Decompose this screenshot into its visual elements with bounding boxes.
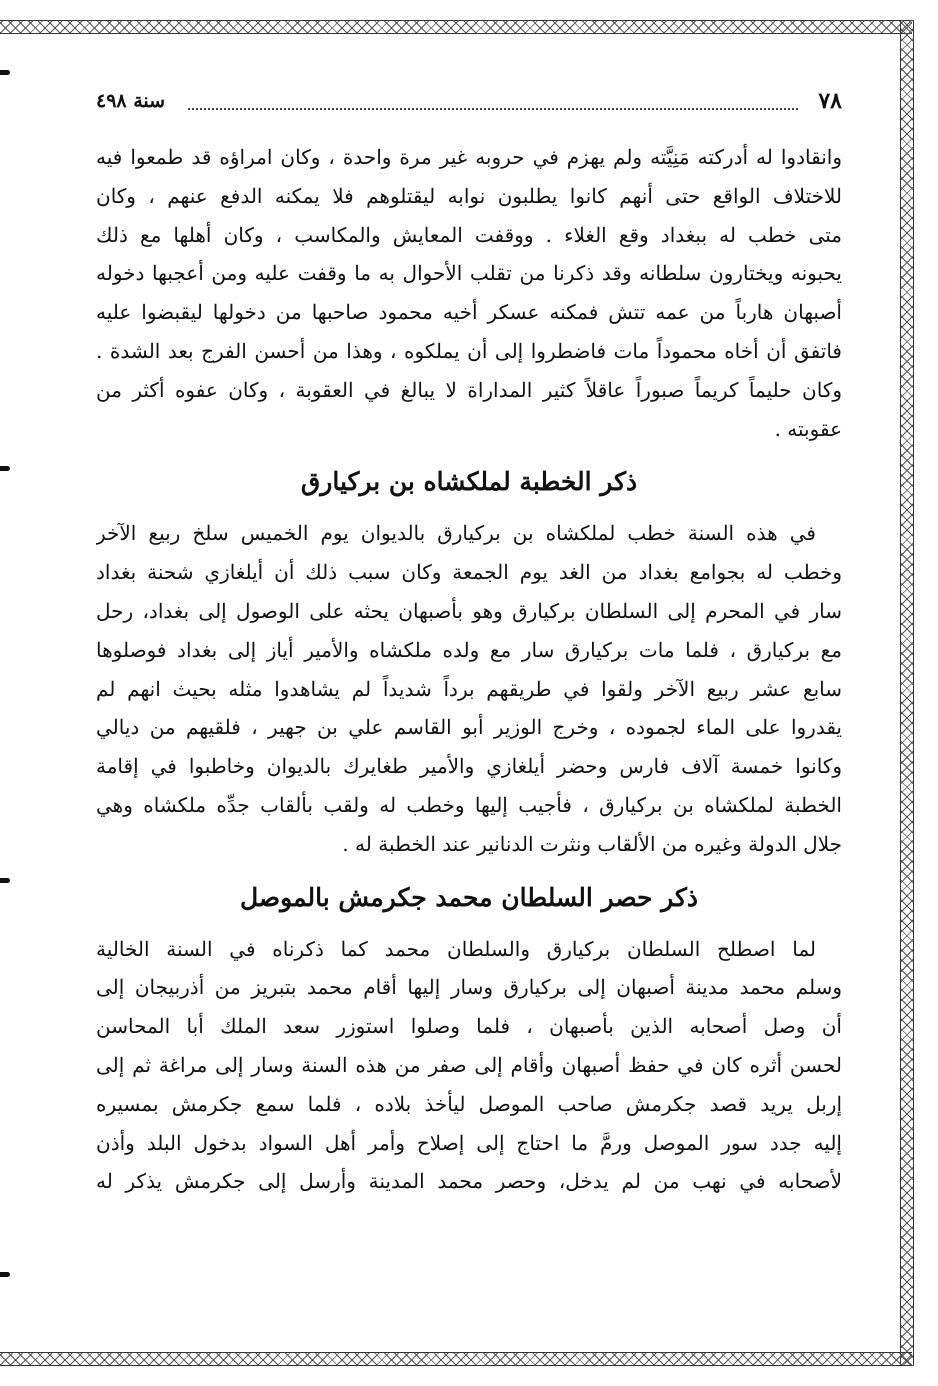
header-dotted-rule: [188, 108, 798, 110]
text-line: يحبونه ويختارون سلطانه وقد ذكرنا من تقلب الأحوال به ما وقفت عليه ومن أعجبها دخوله: [96, 261, 842, 286]
text-line: لما اصطلح السلطان بركيارق والسلطان محمد كما ذكرناه في السنة الخالية: [96, 936, 816, 961]
text-line: متى خطب له ببغداد وقع الغلاء . ووقفت المعايش والمكاسب ، وكان أهلها مع ذلك: [96, 222, 842, 247]
text-line: الخطبة لملكشاه بن بركيارق ، فأجيب إليها وخطب له ولقب بألقاب جدِّه ملكشاه وهي: [96, 792, 842, 817]
text-line: مع بركيارق ، فلما مات بركيارق سار مع ولده ملكشاه والأمير أياز إلى بغداد فوصلوها: [96, 637, 842, 662]
text-line: لحسن أثره كان في حفظ أصبهان وأقام إلى صفر من هذه السنة وسار إلى مراغة ثم إلى: [96, 1052, 842, 1077]
text-line: فاتفق أن أخاه محموداً مات فاضطروا إلى أن يملكوه ، وهذا من أحسن الفرج بعد الشدة .: [96, 338, 842, 363]
text-line: في هذه السنة خطب لملكشاه بن بركيارق بالديوان يوم الخميس سلخ ربيع الآخر: [96, 521, 816, 546]
edge-mark: [0, 466, 10, 471]
text-line: وخطب له بجوامع بغداد من الغد يوم الجمعة وكان سبب ذلك أن أيلغازي شحنة بغداد: [96, 560, 842, 585]
right-ornamental-border: [900, 20, 914, 1366]
page-number: ٧٨: [818, 88, 842, 114]
text-line: أصبهان هارباً من عمه تتش فمكنه عسكر أخيه محمود صاحبها من دخولها ليقبضوا عليه: [96, 300, 842, 325]
text-line: يقدروا على الماء لجموده ، وخرج الوزير أبو القاسم علي بن جهير ، فلقيهم من ديالي: [96, 715, 842, 740]
text-line: سار في المحرم إلى السلطان بركيارق وهو بأصبهان يحثه على الوصول إلى بغداد، رحل: [96, 598, 842, 623]
top-ornamental-border: [0, 20, 912, 34]
text-line: للاختلاف الواقع حتى أنهم كانوا يطلبون نوابه ليقتلوهم فلا يمكنه الدفع عنهم ، وكان: [96, 183, 842, 208]
paragraph-1: [96, 138, 842, 448]
bottom-ornamental-border: [0, 1352, 912, 1366]
text-line: جلال الدولة وغيره من الألقاب ونثرت الدنانير عند الخطبة له .: [342, 831, 842, 856]
text-line: سابع عشر ربيع الآخر ولقوا في طريقهم برداً شديداً لم يشاهدوا مثله بحيث انهم لم: [96, 676, 842, 701]
paragraph-3: [96, 930, 842, 1202]
text-line: وسلم محمد مدينة أصبهان إلى بركيارق وسار إليها أقام محمد بتبريز من أذربيجان إلى: [96, 975, 842, 1000]
text-line: إربل يريد قصد جكرمش صاحب الموصل ليأخذ بلاده ، فلما سمع جكرمش بمسيره: [96, 1091, 842, 1116]
text-line: أن وصل أصحابه الذين بأصبهان ، فلما وصلوا استوزر سعد الملك أبا المحاسن: [96, 1014, 842, 1039]
paragraph-2: [96, 514, 842, 863]
text-line: وانقادوا له أدركته مَنِيَّته ولم يهزم في حروبه غير مرة واحدة ، وكان امراؤه قد طمعوا فيه: [96, 145, 842, 169]
text-line: إليه جدد سور الموصل ورمَّ ما احتاج إلى إصلاح وأمر أهل السواد بدخول البلد وأذن: [96, 1130, 842, 1155]
edge-mark: [0, 878, 10, 883]
year-label: سنة ٤٩٨: [96, 90, 166, 112]
text-line: عقوبته .: [774, 416, 842, 441]
text-line: وكان حليماً كريماً صبوراً عاقلاً كثير المداراة لا يبالغ في العقوبة ، وكان عفوه أكثر من: [96, 377, 842, 402]
text-line: لأصحابه في نهب من لم يدخل، وحصر محمد المدينة وأرسل إلى جكرمش يذكر له: [96, 1169, 842, 1194]
edge-mark: [0, 1272, 10, 1277]
section-heading-1: ذكر الخطبة لملكشاه بن بركيارق: [300, 467, 638, 497]
edge-mark: [0, 70, 10, 75]
page-body: [96, 138, 842, 1201]
text-line: وكانوا خمسة آلاف فارس وحضر أيلغازي والأمير طغايرك بالديوان وخاطبوا في إقامة: [96, 754, 842, 779]
section-heading-2: ذكر حصر السلطان محمد جكرمش بالموصل: [239, 882, 699, 912]
page-header: [96, 88, 842, 122]
